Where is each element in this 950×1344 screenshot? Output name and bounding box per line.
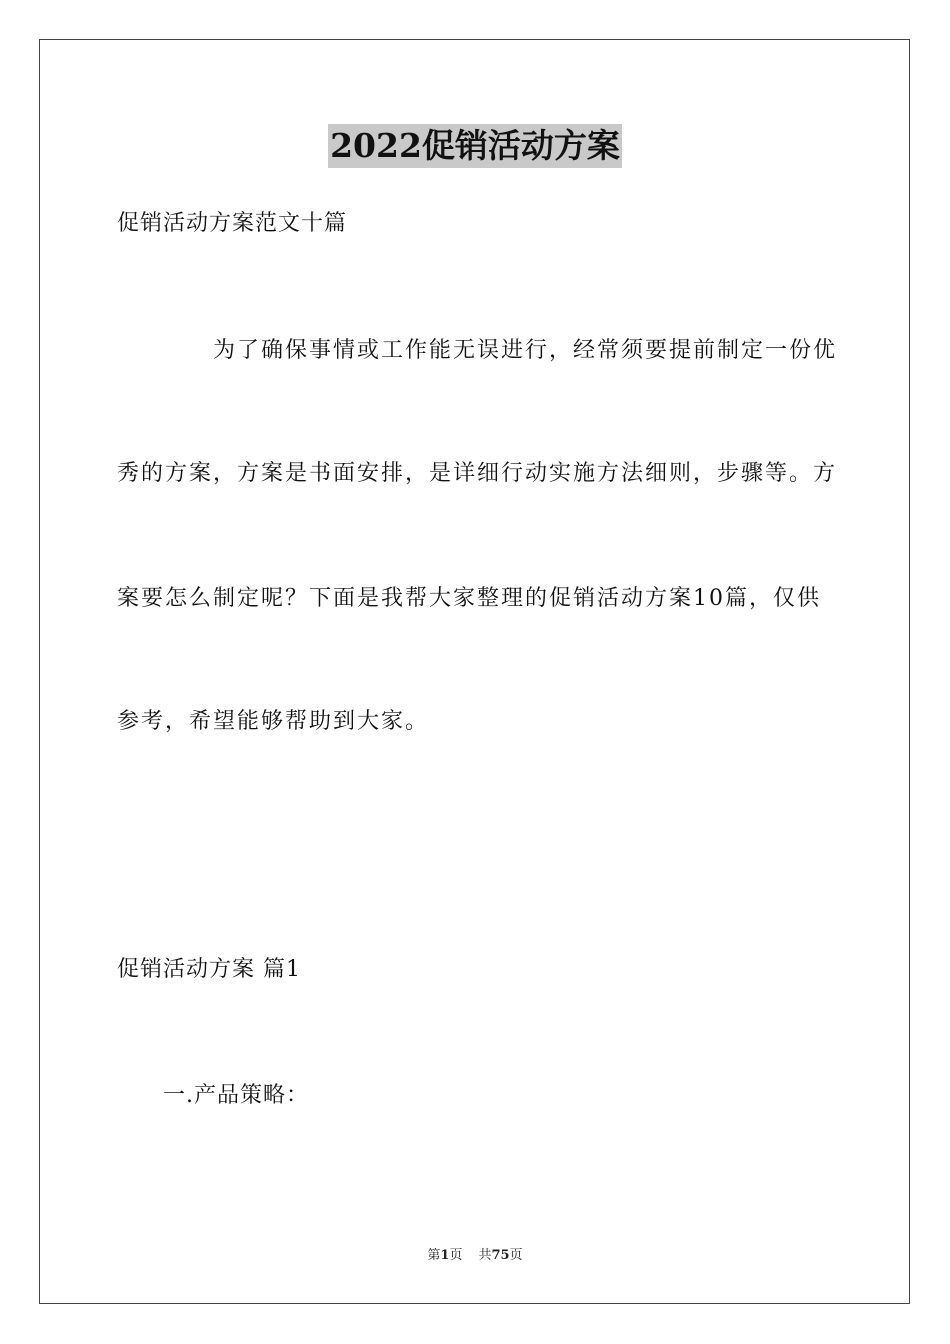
section-heading: 促销活动方案 篇1 <box>117 957 301 982</box>
footer-page-suffix: 页 <box>449 1248 463 1263</box>
document-title: 2022促销活动方案 <box>328 124 622 168</box>
title-container <box>0 124 950 168</box>
paragraph-line-3: 案要怎么制定呢？下面是我帮大家整理的促销活动方案10篇，仅供 <box>117 586 821 611</box>
footer-total-pages: 75 <box>491 1248 510 1263</box>
footer-page-number: 1 <box>440 1248 450 1263</box>
paragraph-line-4: 参考，希望能够帮助到大家。 <box>117 709 430 734</box>
item-heading: 一.产品策略： <box>163 1083 309 1108</box>
document-subtitle: 促销活动方案范文十篇 <box>117 211 348 236</box>
page-footer <box>0 1247 950 1265</box>
footer-total-prefix: 共 <box>478 1248 492 1263</box>
paragraph-line-2: 秀的方案，方案是书面安排，是详细行动实施方法细则，步骤等。方 <box>117 461 838 486</box>
footer-page-prefix: 第 <box>427 1248 441 1263</box>
paragraph-line-1: 为了确保事情或工作能无误进行，经常须要提前制定一份优 <box>213 338 838 363</box>
footer-total-suffix: 页 <box>509 1248 523 1263</box>
